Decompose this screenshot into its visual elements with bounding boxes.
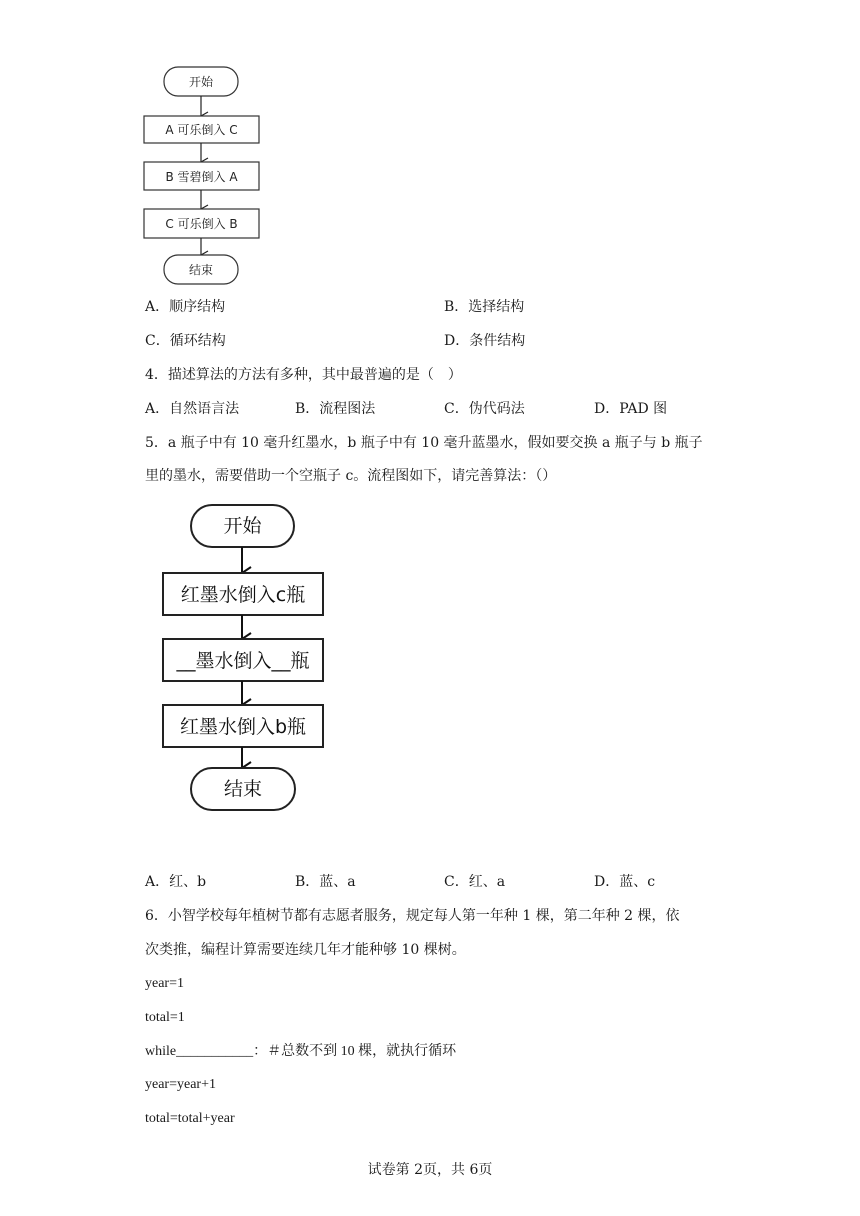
flowchart-1-step-3-label: C 可乐倒入 B	[165, 217, 238, 231]
q6-question-line-2: 次类推，编程计算需要连续几年才能种够 10 棵树。	[145, 942, 466, 958]
q5-option-b: B．蓝、a	[295, 874, 356, 890]
flowchart-2-step-3	[163, 705, 323, 747]
flowchart-2-start-label: 开始	[223, 515, 262, 537]
flowchart-2-step-2	[163, 639, 323, 681]
q3-option-d: D．条件结构	[444, 333, 526, 349]
q6-code-line-1: year=1	[145, 976, 184, 991]
flowchart-1-step-1-label: A 可乐倒入 C	[165, 123, 238, 137]
q4-option-c: C．伪代码法	[444, 401, 525, 417]
flowchart-2-step-1	[163, 573, 323, 615]
q5-option-d: D．蓝、c	[594, 874, 656, 890]
q4-option-b: B．流程图法	[295, 401, 376, 417]
flowchart-1-start-label: 开始	[188, 75, 214, 89]
q4-option-a: A．自然语言法	[145, 401, 240, 417]
q4-option-d: D．PAD 图	[594, 401, 668, 417]
q6-question-line-1: 6．小智学校每年植树节都有志愿者服务，规定每人第一年种 1 棵，第二年种 2 棵，依	[145, 908, 680, 924]
q6-code-line-2: total=1	[145, 1010, 185, 1025]
q6-code-line-4: year=year+1	[145, 1077, 216, 1092]
q5-question-line-2: 里的墨水，需要借助一个空瓶子 c。流程图如下，请完善算法：（）	[145, 468, 557, 484]
q6-code-line-5: total=total+year	[145, 1111, 235, 1126]
page-footer: 试卷第 2页，共 6页	[367, 1162, 493, 1178]
q4-question: 4．描述算法的方法有多种，其中最普遍的是（ ）	[145, 367, 462, 383]
q5-option-c: C．红、a	[444, 874, 506, 890]
q3-option-a: A．顺序结构	[145, 299, 226, 315]
flowchart-2-step-1-label: 红墨水倒入c瓶	[180, 584, 306, 606]
q5-option-a: A．红、b	[145, 874, 207, 890]
flowchart-2-end-node	[191, 768, 295, 810]
flowchart-1-step-2-label: B 雪碧倒入 A	[165, 170, 238, 184]
q5-question-line-1: 5．a 瓶子中有 10 毫升红墨水，b 瓶子中有 10 毫升蓝墨水，假如要交换 a 瓶子与 b 瓶子	[145, 435, 703, 451]
q3-option-b: B．选择结构	[444, 299, 525, 315]
flowchart-2-end-label: 结束	[223, 778, 263, 800]
q3-option-c: C．循环结构	[145, 333, 226, 349]
flowchart-1-end-label: 结束	[188, 263, 214, 277]
flowchart-2-start-node	[191, 505, 294, 547]
flowchart-2-step-3-label: 红墨水倒入b瓶	[179, 716, 307, 738]
q6-code-line-3: while___________：＃总数不到 10 棵，就执行循环	[145, 1044, 457, 1059]
flowchart-2-step-2-label: __墨水倒入__瓶	[176, 650, 310, 672]
